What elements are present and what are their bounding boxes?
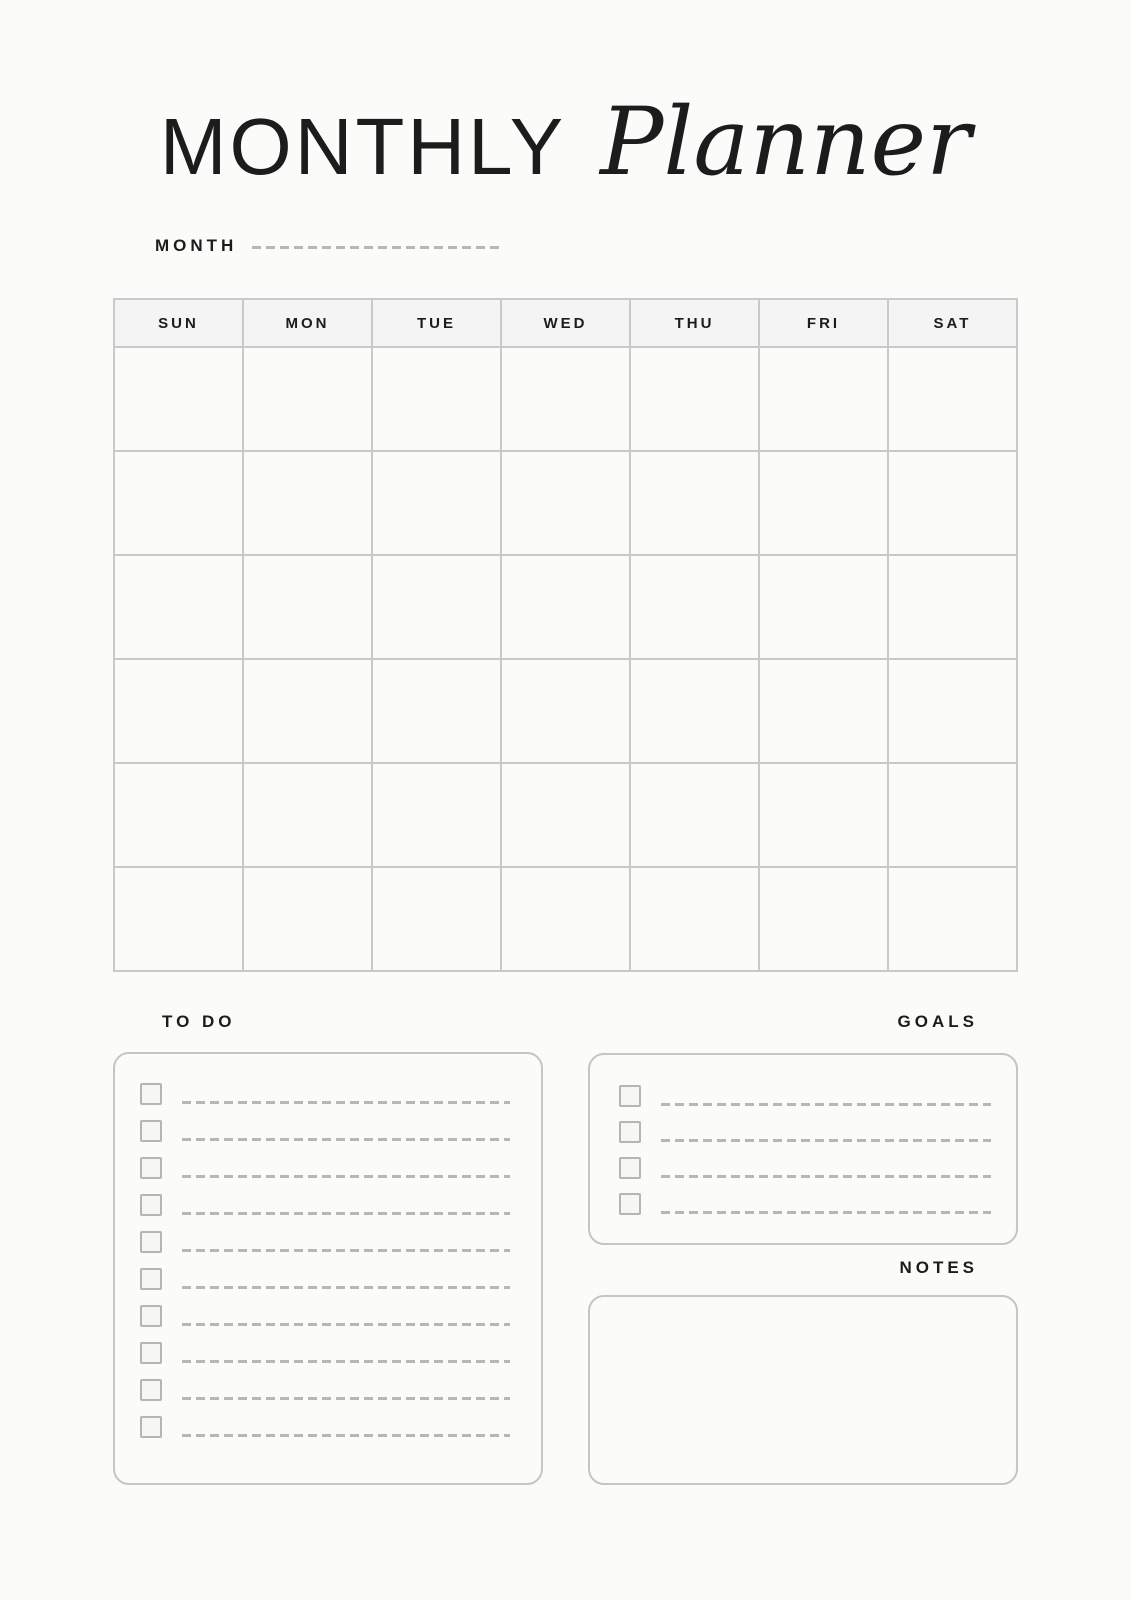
- calendar-day-cell[interactable]: [501, 659, 630, 763]
- todo-input-line[interactable]: [182, 1323, 510, 1326]
- goal-input-line[interactable]: [661, 1211, 991, 1214]
- calendar-day-cell[interactable]: [501, 763, 630, 867]
- todo-input-line[interactable]: [182, 1101, 510, 1104]
- calendar-day-cell[interactable]: [501, 347, 630, 451]
- calendar-day-cell[interactable]: [243, 763, 372, 867]
- calendar-day-cell[interactable]: [114, 451, 243, 555]
- calendar-week-row: [114, 451, 1017, 555]
- calendar-day-cell[interactable]: [114, 347, 243, 451]
- calendar-day-cell[interactable]: [759, 451, 888, 555]
- calendar-grid: [113, 298, 1018, 972]
- calendar-day-cell[interactable]: [372, 451, 501, 555]
- calendar-week-row: [114, 763, 1017, 867]
- calendar-day-cell[interactable]: [501, 451, 630, 555]
- todo-checkbox[interactable]: [140, 1083, 162, 1105]
- todo-input-line[interactable]: [182, 1434, 510, 1437]
- month-label: MONTH: [155, 236, 238, 255]
- todo-input-line[interactable]: [182, 1286, 510, 1289]
- calendar-week-row: [114, 555, 1017, 659]
- goal-input-line[interactable]: [661, 1139, 991, 1142]
- notes-area[interactable]: [588, 1295, 1018, 1485]
- calendar-day-cell[interactable]: [243, 659, 372, 763]
- calendar-day-cell[interactable]: [630, 555, 759, 659]
- goals-box: [588, 1053, 1018, 1245]
- calendar-day-cell[interactable]: [759, 867, 888, 971]
- calendar-day-cell[interactable]: [759, 347, 888, 451]
- todo-checkbox[interactable]: [140, 1305, 162, 1327]
- calendar-day-cell[interactable]: [888, 867, 1017, 971]
- todo-checkbox[interactable]: [140, 1157, 162, 1179]
- calendar-day-cell[interactable]: [630, 347, 759, 451]
- calendar-day-cell[interactable]: [114, 763, 243, 867]
- todo-box: [113, 1052, 543, 1485]
- todo-input-line[interactable]: [182, 1175, 510, 1178]
- goal-row: [619, 1121, 991, 1143]
- todo-input-line[interactable]: [182, 1360, 510, 1363]
- goal-checkbox[interactable]: [619, 1121, 641, 1143]
- calendar-day-cell[interactable]: [114, 555, 243, 659]
- calendar-day-cell[interactable]: [888, 555, 1017, 659]
- todo-checkbox[interactable]: [140, 1416, 162, 1438]
- todo-checkbox[interactable]: [140, 1120, 162, 1142]
- calendar-day-cell[interactable]: [243, 867, 372, 971]
- calendar-day-cell[interactable]: [630, 659, 759, 763]
- calendar-day-cell[interactable]: [888, 451, 1017, 555]
- goal-row: [619, 1157, 991, 1179]
- goal-input-line[interactable]: [661, 1103, 991, 1106]
- todo-row: [140, 1157, 510, 1179]
- goal-input-line[interactable]: [661, 1175, 991, 1178]
- todo-checkbox[interactable]: [140, 1268, 162, 1290]
- day-header-wed: WED: [501, 299, 630, 347]
- todo-input-line[interactable]: [182, 1397, 510, 1400]
- notes-section-label: NOTES: [899, 1258, 978, 1277]
- todo-row: [140, 1379, 510, 1401]
- calendar-week-row: [114, 347, 1017, 451]
- calendar-week-row: [114, 659, 1017, 763]
- day-header-thu: THU: [630, 299, 759, 347]
- day-header-sun: SUN: [114, 299, 243, 347]
- todo-row: [140, 1194, 510, 1216]
- calendar-header-row: [114, 299, 1017, 347]
- todo-input-line[interactable]: [182, 1138, 510, 1141]
- calendar-day-cell[interactable]: [888, 763, 1017, 867]
- calendar-day-cell[interactable]: [243, 555, 372, 659]
- goal-checkbox[interactable]: [619, 1157, 641, 1179]
- page-title: [0, 88, 1131, 197]
- todo-row: [140, 1305, 510, 1327]
- todo-row: [140, 1120, 510, 1142]
- day-header-fri: FRI: [759, 299, 888, 347]
- month-row: [155, 236, 504, 256]
- calendar-day-cell[interactable]: [243, 451, 372, 555]
- calendar-day-cell[interactable]: [759, 555, 888, 659]
- todo-row: [140, 1268, 510, 1290]
- goal-checkbox[interactable]: [619, 1085, 641, 1107]
- todo-input-line[interactable]: [182, 1212, 510, 1215]
- goal-row: [619, 1193, 991, 1215]
- calendar-day-cell[interactable]: [243, 347, 372, 451]
- calendar-day-cell[interactable]: [372, 347, 501, 451]
- todo-row: [140, 1231, 510, 1253]
- todo-checkbox[interactable]: [140, 1342, 162, 1364]
- day-header-mon: MON: [243, 299, 372, 347]
- todo-row: [140, 1083, 510, 1105]
- calendar-day-cell[interactable]: [630, 867, 759, 971]
- calendar-day-cell[interactable]: [888, 659, 1017, 763]
- todo-row: [140, 1342, 510, 1364]
- goal-row: [619, 1085, 991, 1107]
- todo-checkbox[interactable]: [140, 1231, 162, 1253]
- todo-input-line[interactable]: [182, 1249, 510, 1252]
- calendar-day-cell[interactable]: [372, 659, 501, 763]
- calendar-day-cell[interactable]: [372, 763, 501, 867]
- goals-section-label: GOALS: [897, 1012, 978, 1031]
- calendar-day-cell[interactable]: [759, 763, 888, 867]
- day-header-tue: TUE: [372, 299, 501, 347]
- calendar-week-row: [114, 867, 1017, 971]
- todo-checkbox[interactable]: [140, 1194, 162, 1216]
- calendar-day-cell[interactable]: [888, 347, 1017, 451]
- day-header-sat: SAT: [888, 299, 1017, 347]
- calendar-day-cell[interactable]: [501, 867, 630, 971]
- calendar-day-cell[interactable]: [114, 867, 243, 971]
- todo-section-label: TO DO: [162, 1012, 236, 1031]
- calendar-day-cell[interactable]: [372, 555, 501, 659]
- calendar-day-cell[interactable]: [630, 763, 759, 867]
- calendar-day-cell[interactable]: [501, 555, 630, 659]
- month-input-line[interactable]: [252, 246, 504, 249]
- goal-checkbox[interactable]: [619, 1193, 641, 1215]
- todo-checkbox[interactable]: [140, 1379, 162, 1401]
- calendar-day-cell[interactable]: [114, 659, 243, 763]
- calendar-day-cell[interactable]: [759, 659, 888, 763]
- calendar-day-cell[interactable]: [630, 451, 759, 555]
- todo-row: [140, 1416, 510, 1438]
- title-planner-script: Planner: [600, 88, 972, 197]
- title-monthly: MONTHLY: [159, 102, 567, 191]
- calendar-day-cell[interactable]: [372, 867, 501, 971]
